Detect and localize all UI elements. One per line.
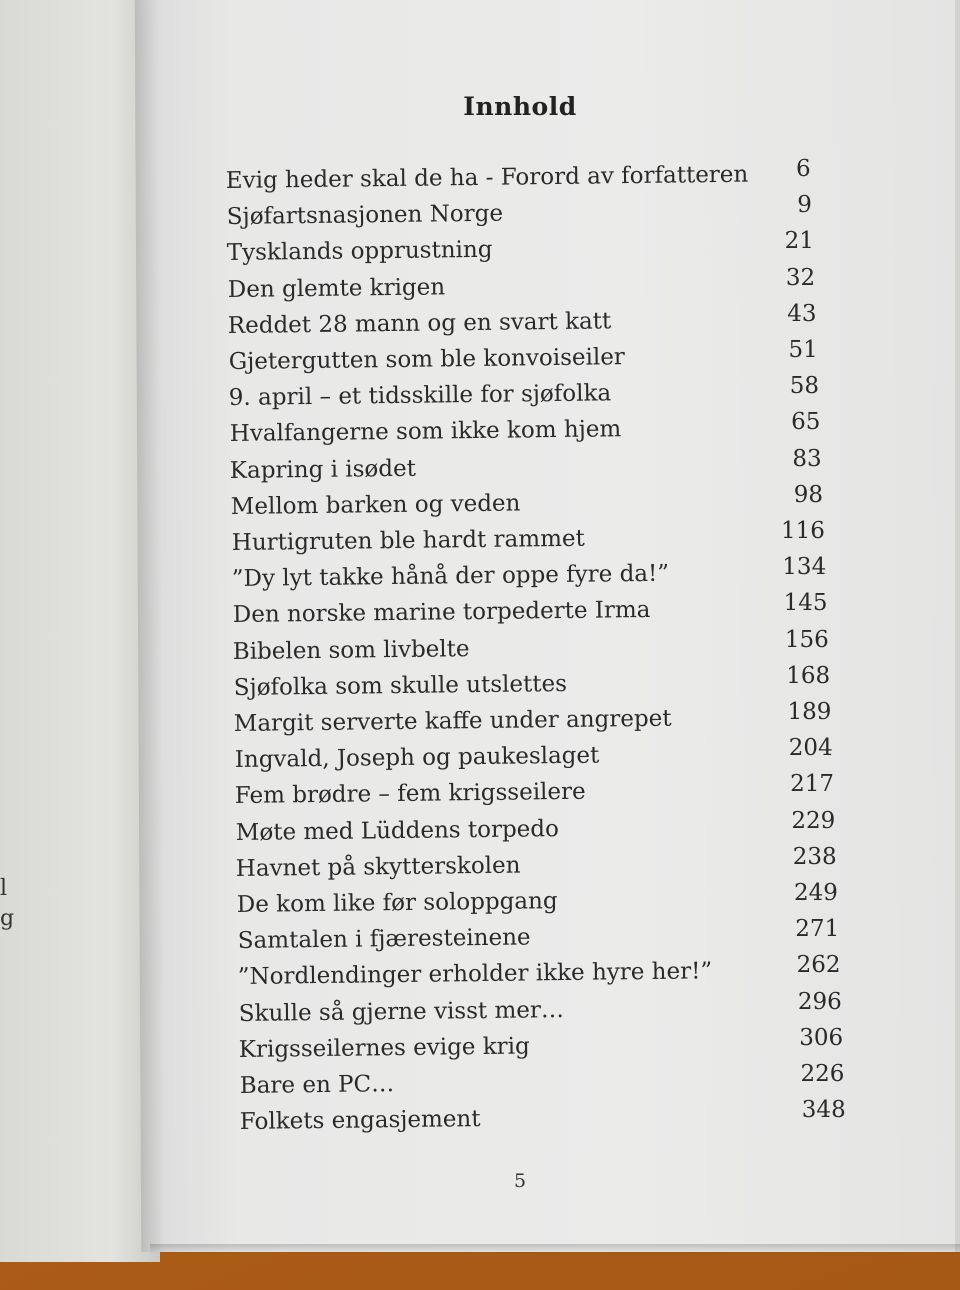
toc-entry-page: 156	[784, 626, 829, 653]
toc-entry-title: Havnet på skytterskolen	[236, 852, 522, 882]
toc-entry-page: 189	[787, 699, 832, 725]
toc-entry-title: Bibelen som livbelte	[232, 635, 470, 665]
toc-entry-page: 217	[790, 771, 834, 798]
toc-entry-title: Gjetergutten som ble konvoiseiler	[228, 344, 625, 375]
toc-entry-page: 226	[800, 1061, 845, 1087]
toc-entry-page: 116	[781, 518, 825, 544]
toc-entry-page: 271	[795, 916, 840, 943]
toc-entry-title: Møte med Lüddens torpedo	[235, 815, 559, 846]
toc-entry-page: 21	[784, 228, 814, 255]
toc-entry-title: ”Nordlendinger erholder ikke hyre her!”	[237, 958, 713, 991]
toc-entry-page: 32	[785, 264, 816, 291]
toc-entry-title: Bare en PC…	[239, 1071, 395, 1099]
toc-entry-title: Margit serverte kaffe under angrepet	[233, 705, 672, 737]
toc-entry-page: 65	[791, 409, 821, 436]
toc-entry-page: 229	[791, 807, 836, 834]
toc-entry-title: Sjøfartsnasjonen Norge	[226, 200, 503, 231]
left-page-text-fragment: g	[0, 906, 15, 931]
toc-entry-page: 6	[796, 156, 811, 182]
toc-entry-title: Sjøfolka som skulle utslettes	[233, 670, 567, 701]
toc-entry-page: 43	[787, 300, 817, 327]
toc-entry-title: Samtalen i fjæresteinene	[237, 924, 531, 955]
toc-entry-title: Reddet 28 mann og en svart katt	[227, 308, 612, 339]
toc-entry-page: 249	[794, 880, 838, 906]
toc-entry-page: 145	[783, 590, 828, 617]
toc-entry-title: Den norske marine torpederte Irma	[232, 597, 651, 629]
toc-entry-page: 168	[786, 662, 831, 689]
toc-entry-page: 9	[797, 192, 812, 219]
toc-entry-page: 306	[799, 1024, 844, 1051]
toc-entry-page: 134	[782, 554, 827, 581]
toc-entry-title: Ingvald, Joseph og paukeslaget	[234, 742, 600, 774]
toc-entry	[0, 228, 960, 280]
toc-entry-title: Fem brødre – fem krigsseilere	[235, 779, 587, 810]
toc-entry-page: 348	[801, 1097, 846, 1124]
toc-entry-title: ”Dy lyt takke hånå der oppe fyre da!”	[231, 560, 670, 593]
toc-entry-title: Hurtigruten ble hardt rammet	[231, 525, 585, 556]
toc-entry-title: Evig heder skal de ha - Forord av forfatteren	[225, 161, 749, 194]
toc-entry-title: Skulle så gjerne visst mer…	[238, 996, 564, 1027]
toc-entry-title: De kom like før soloppgang	[236, 888, 558, 918]
toc-entry-page: 238	[792, 843, 837, 870]
toc-entry-title: Kapring i isødet	[230, 455, 417, 484]
toc-entry-title: Mellom barken og veden	[230, 490, 521, 520]
page-number: 5	[514, 1170, 527, 1192]
toc-entry	[0, 1097, 960, 1149]
left-page-text-fragment: l	[0, 876, 8, 901]
toc-entry-title: Hvalfangerne som ikke kom hjem	[229, 416, 622, 448]
toc-entry-title: Folkets engasjement	[239, 1106, 481, 1136]
toc-entry-title: 9. april – et tidsskille for sjøfolka	[228, 380, 612, 412]
toc-entry-page: 204	[788, 735, 833, 762]
toc-entry-page: 262	[796, 952, 841, 979]
toc-entry-page: 58	[789, 373, 820, 400]
toc-entry-title: Tysklands opprustning	[226, 237, 493, 267]
toc-entry-title: Den glemte krigen	[227, 273, 445, 303]
toc-title: Innhold	[463, 92, 577, 121]
toc-entry-page: 98	[793, 481, 823, 508]
toc-entry-page: 296	[797, 988, 842, 1015]
toc-entry-title: Krigsseilernes evige krig	[238, 1033, 531, 1063]
toc-entry-page: 83	[792, 445, 822, 472]
toc-entry-page: 51	[788, 337, 818, 363]
